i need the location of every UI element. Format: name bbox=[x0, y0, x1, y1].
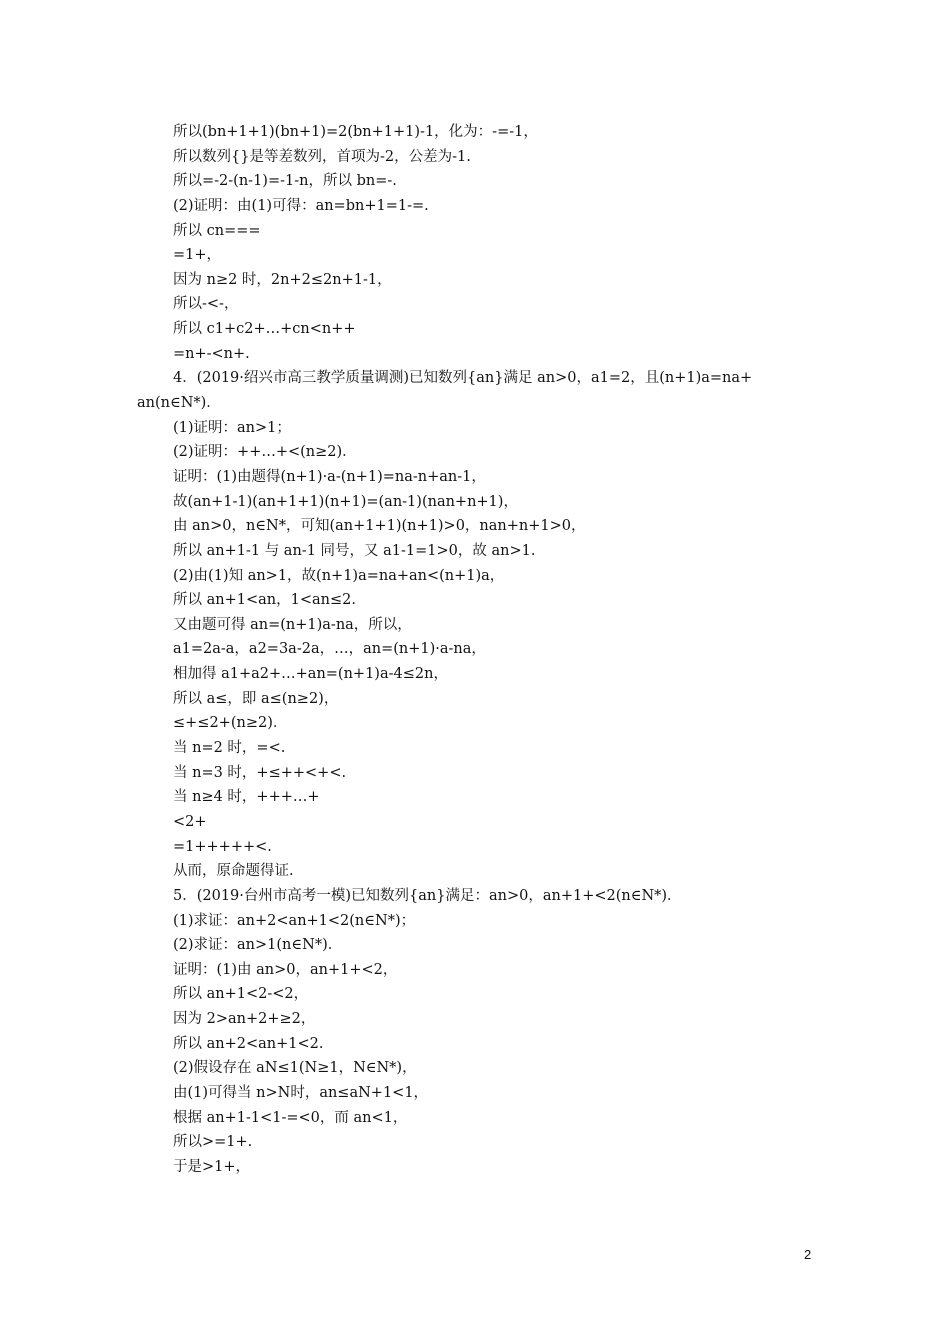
text-line: 当 n≥4 时，+++…+ bbox=[173, 789, 320, 806]
text-line: 所以 an+1<an，1<an≤2. bbox=[173, 592, 356, 609]
problem-5-heading: 5．(2019·台州市高考一模)已知数列{an}满足：an>0，an+1+<2(n∈N*)． bbox=[173, 887, 682, 904]
text-line: 由 an>0，n∈N*，可知(an+1+1)(n+1)>0，nan+n+1>0， bbox=[173, 518, 586, 535]
text-line: 因为 2>an+2+≥2， bbox=[173, 1011, 316, 1028]
text-line: 证明：(1)由题得(n+1)·a-(n+1)=na-n+an-1， bbox=[173, 468, 486, 485]
page-number: 2 bbox=[804, 1247, 812, 1262]
text-line: 故(an+1-1)(an+1+1)(n+1)=(an-1)(nan+n+1)， bbox=[173, 493, 518, 510]
text-line: a1=2a-a，a2=3a-2a，…，an=(n+1)·a-na， bbox=[173, 641, 486, 658]
problem-4-heading-cont: an(n∈N*)． bbox=[137, 395, 221, 412]
text-line: 所以 a≤，即 a≤(n≥2)， bbox=[173, 690, 339, 707]
text-line: 从而，原命题得证. bbox=[173, 863, 294, 880]
text-line: (2)求证：an>1(n∈N*)． bbox=[173, 937, 343, 954]
text-line: (2)假设存在 aN≤1(N≥1，N∈N*)， bbox=[173, 1060, 417, 1077]
text-line: =n+-<n+. bbox=[173, 345, 250, 362]
text-line: 所以 an+2<an+1<2. bbox=[173, 1035, 324, 1052]
document-body bbox=[137, 120, 813, 1180]
text-line: 于是>1+， bbox=[173, 1158, 251, 1175]
text-line: 所以>=1+. bbox=[173, 1134, 253, 1151]
text-line: <2+ bbox=[173, 813, 207, 830]
text-line: 所以数列{}是等差数列，首项为-2，公差为-1. bbox=[173, 148, 471, 165]
text-line: 又由题可得 an=(n+1)a-na，所以， bbox=[173, 616, 412, 633]
text-line: (2)证明：由(1)可得：an=bn+1=1-=. bbox=[173, 197, 429, 214]
text-line: 因为 n≥2 时，2n+2≤2n+1-1， bbox=[173, 271, 392, 288]
text-line: (1)求证：an+2<an+1<2(n∈N*)； bbox=[173, 912, 416, 929]
text-line: 所以 an+1-1 与 an-1 同号，又 a1-1=1>0，故 an>1. bbox=[173, 542, 536, 559]
text-line: 当 n=3 时，+≤++<+<. bbox=[173, 764, 347, 781]
text-line: (2)由(1)知 an>1，故(n+1)a=na+an<(n+1)a， bbox=[173, 567, 505, 584]
text-line: (2)证明：++…+<(n≥2)． bbox=[173, 444, 357, 461]
text-line: 相加得 a1+a2+…+an=(n+1)a-4≤2n， bbox=[173, 666, 448, 683]
text-line: =1+， bbox=[173, 247, 222, 264]
text-line: 所以=-2-(n-1)=-1-n，所以 bn=-. bbox=[173, 173, 397, 190]
text-line: 所以-<-， bbox=[173, 296, 239, 313]
text-line: 根据 an+1-1<1-=<0，而 an<1， bbox=[173, 1109, 408, 1126]
text-line: 由(1)可得当 n>N时，an≤aN+1<1， bbox=[173, 1084, 429, 1101]
text-line: (1)证明：an>1； bbox=[173, 419, 291, 436]
problem-4-heading: 4．(2019·绍兴市高三教学质量调测)已知数列{an}满足 an>0，a1=2，且(n+1)a=na+ bbox=[173, 370, 753, 387]
text-line: =1+++++<. bbox=[173, 838, 272, 855]
text-line: 所以 cn=== bbox=[173, 222, 261, 239]
text-line: ≤+≤2+(n≥2)． bbox=[173, 715, 288, 732]
text-line: 当 n=2 时，=<. bbox=[173, 740, 286, 757]
text-line: 所以 an+1<2-<2， bbox=[173, 986, 309, 1003]
text-line: 所以 c1+c2+…+cn<n++ bbox=[173, 321, 356, 338]
text-line: 所以(bn+1+1)(bn+1)=2(bn+1+1)-1，化为：-=-1， bbox=[173, 124, 538, 140]
text-line: 证明：(1)由 an>0，an+1+<2， bbox=[173, 961, 398, 978]
